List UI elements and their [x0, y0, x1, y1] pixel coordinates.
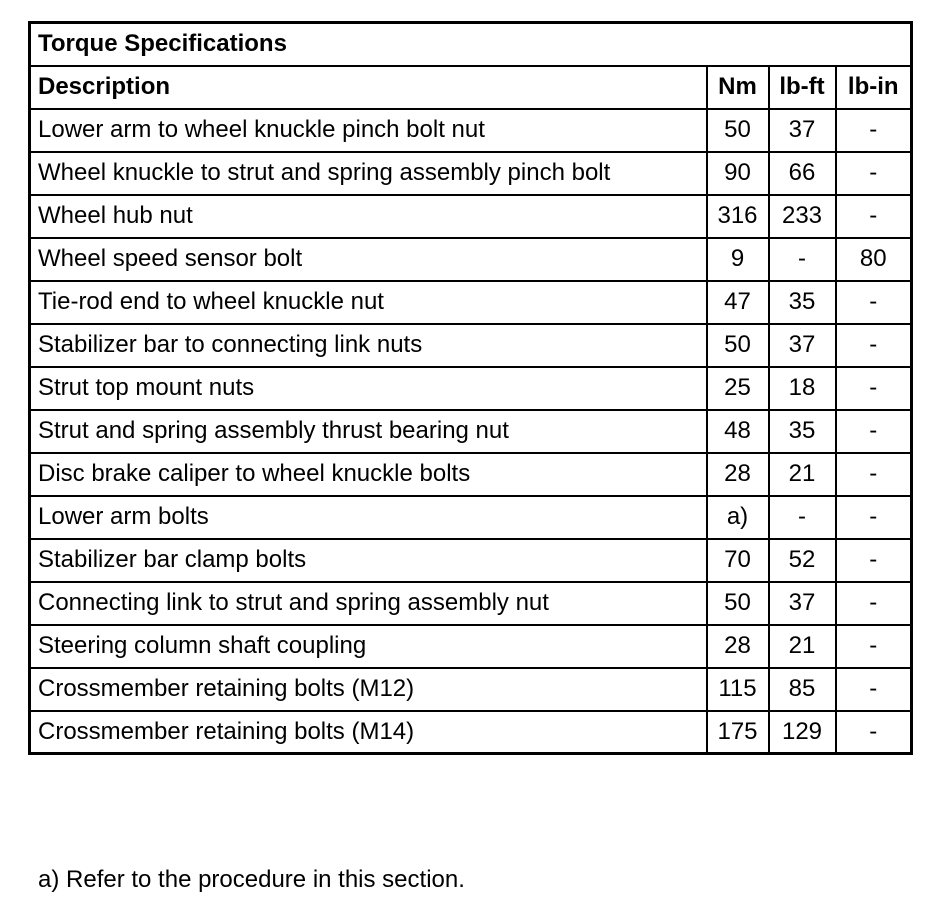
- cell-lbft: 21: [769, 453, 836, 496]
- table-row: [30, 410, 912, 453]
- table-row: [30, 152, 912, 195]
- cell-lbin: -: [836, 453, 912, 496]
- cell-lbft: 37: [769, 582, 836, 625]
- cell-description: Strut and spring assembly thrust bearing nut: [30, 410, 707, 453]
- cell-lbft: 66: [769, 152, 836, 195]
- cell-lbin: 80: [836, 238, 912, 281]
- cell-description: Steering column shaft coupling: [30, 625, 707, 668]
- cell-nm: 115: [707, 668, 769, 711]
- table-row: [30, 539, 912, 582]
- cell-nm: 48: [707, 410, 769, 453]
- footnote: a) Refer to the procedure in this section.: [38, 866, 465, 893]
- cell-lbft: 35: [769, 281, 836, 324]
- cell-lbin: -: [836, 625, 912, 668]
- cell-nm: 9: [707, 238, 769, 281]
- cell-nm: 25: [707, 367, 769, 410]
- cell-lbin: -: [836, 367, 912, 410]
- cell-nm: 316: [707, 195, 769, 238]
- cell-lbft: 37: [769, 109, 836, 152]
- cell-description: Tie-rod end to wheel knuckle nut: [30, 281, 707, 324]
- column-header-description: Description: [30, 66, 707, 109]
- cell-description: Crossmember retaining bolts (M14): [30, 711, 707, 754]
- cell-lbin: -: [836, 152, 912, 195]
- cell-nm: 47: [707, 281, 769, 324]
- cell-lbin: -: [836, 281, 912, 324]
- cell-lbft: 18: [769, 367, 836, 410]
- cell-nm: a): [707, 496, 769, 539]
- table-title: Torque Specifications: [30, 23, 912, 66]
- cell-description: Wheel hub nut: [30, 195, 707, 238]
- cell-lbft: 233: [769, 195, 836, 238]
- cell-lbft: 85: [769, 668, 836, 711]
- cell-description: Lower arm bolts: [30, 496, 707, 539]
- cell-lbft: -: [769, 238, 836, 281]
- cell-lbin: -: [836, 324, 912, 367]
- table-row: [30, 711, 912, 754]
- table-row: [30, 582, 912, 625]
- cell-description: Lower arm to wheel knuckle pinch bolt nut: [30, 109, 707, 152]
- cell-nm: 50: [707, 582, 769, 625]
- table-body: [30, 23, 912, 754]
- cell-description: Connecting link to strut and spring assembly nut: [30, 582, 707, 625]
- cell-description: Wheel speed sensor bolt: [30, 238, 707, 281]
- table-row: [30, 453, 912, 496]
- cell-description: Strut top mount nuts: [30, 367, 707, 410]
- cell-lbft: 52: [769, 539, 836, 582]
- cell-nm: 50: [707, 109, 769, 152]
- cell-lbin: -: [836, 195, 912, 238]
- cell-nm: 28: [707, 625, 769, 668]
- cell-lbft: 129: [769, 711, 836, 754]
- cell-description: Crossmember retaining bolts (M12): [30, 668, 707, 711]
- cell-nm: 175: [707, 711, 769, 754]
- cell-description: Wheel knuckle to strut and spring assembly pinch bolt: [30, 152, 707, 195]
- table-row: [30, 238, 912, 281]
- cell-nm: 28: [707, 453, 769, 496]
- table-header-row: [30, 66, 912, 109]
- column-header-nm: Nm: [707, 66, 769, 109]
- table-row: [30, 195, 912, 238]
- cell-lbin: -: [836, 668, 912, 711]
- cell-description: Disc brake caliper to wheel knuckle bolts: [30, 453, 707, 496]
- cell-lbin: -: [836, 410, 912, 453]
- cell-lbin: -: [836, 711, 912, 754]
- cell-lbft: 21: [769, 625, 836, 668]
- column-header-lbft: lb-ft: [769, 66, 836, 109]
- cell-lbin: -: [836, 496, 912, 539]
- table-title-row: [30, 23, 912, 66]
- cell-lbin: -: [836, 109, 912, 152]
- cell-lbft: 37: [769, 324, 836, 367]
- cell-lbin: -: [836, 539, 912, 582]
- table-row: [30, 625, 912, 668]
- cell-lbin: -: [836, 582, 912, 625]
- cell-nm: 70: [707, 539, 769, 582]
- table-row: [30, 324, 912, 367]
- cell-description: Stabilizer bar to connecting link nuts: [30, 324, 707, 367]
- cell-description: Stabilizer bar clamp bolts: [30, 539, 707, 582]
- cell-lbft: 35: [769, 410, 836, 453]
- table-row: [30, 367, 912, 410]
- column-header-lbin: lb-in: [836, 66, 912, 109]
- cell-nm: 50: [707, 324, 769, 367]
- table-row: [30, 109, 912, 152]
- table-row: [30, 496, 912, 539]
- table-row: [30, 281, 912, 324]
- table-row: [30, 668, 912, 711]
- torque-spec-table: [28, 21, 913, 755]
- cell-nm: 90: [707, 152, 769, 195]
- cell-lbft: -: [769, 496, 836, 539]
